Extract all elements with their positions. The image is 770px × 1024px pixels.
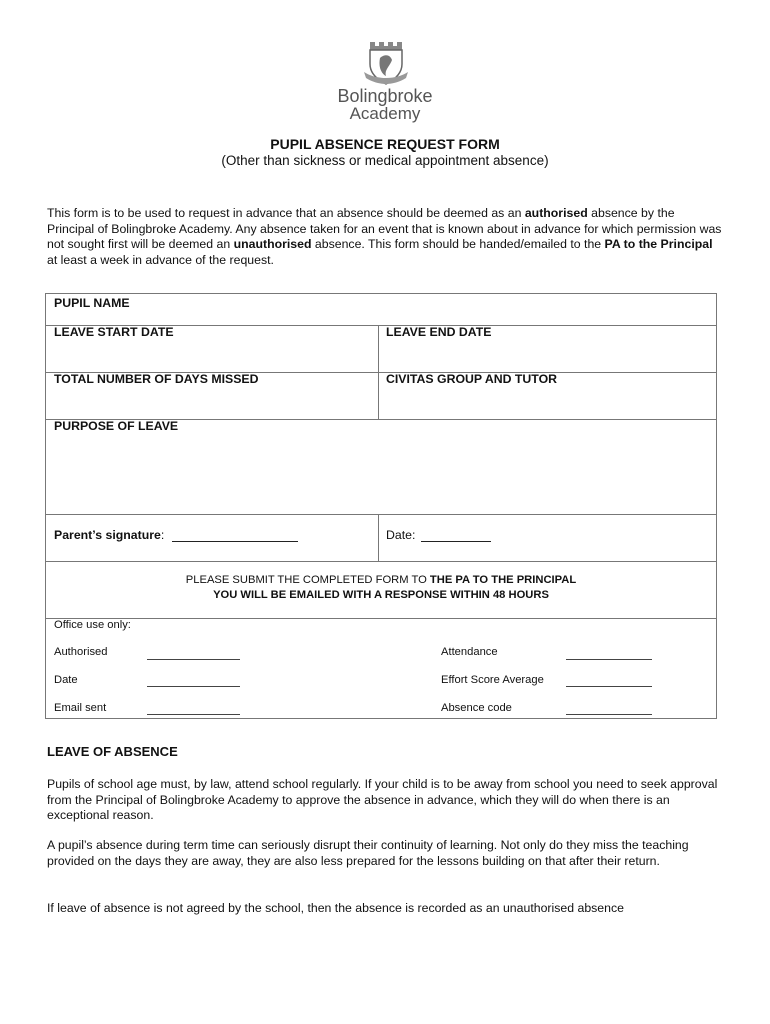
leave-paragraph-1: Pupils of school age must, by law, attend school regularly. If your child is to be away from school you need to seek approval from the Principal of Bolingbroke Academy to approve the absence in advance, which they will do when there is an exceptional reason. <box>47 777 718 822</box>
form-title: PUPIL ABSENCE REQUEST FORM <box>270 136 500 152</box>
parent-signature-line[interactable] <box>172 530 298 542</box>
absence-code-label: Absence code <box>441 702 512 714</box>
pupil-name-label: PUPIL NAME <box>54 296 130 310</box>
effort-score-line[interactable] <box>566 686 652 687</box>
authorised-label: Authorised <box>54 646 108 658</box>
absence-code-line[interactable] <box>566 714 652 715</box>
submit-notice-line2: YOU WILL BE EMAILED WITH A RESPONSE WITHIN 48 HOURS <box>213 589 549 601</box>
office-date-label: Date <box>54 674 78 686</box>
school-subname: Academy <box>349 104 421 123</box>
email-sent-line[interactable] <box>147 714 240 715</box>
leave-end-date-label: LEAVE END DATE <box>386 325 492 339</box>
signature-date-line[interactable] <box>421 530 491 542</box>
parent-signature-field[interactable]: Parent’s signature: <box>46 528 378 550</box>
submit-notice <box>46 573 716 603</box>
submit-notice-line1: PLEASE SUBMIT THE COMPLETED FORM TO THE PA TO THE PRINCIPAL <box>185 574 577 586</box>
leave-start-date-field[interactable] <box>46 325 378 372</box>
authorised-line[interactable] <box>147 659 240 660</box>
total-days-missed-label: TOTAL NUMBER OF DAYS MISSED <box>54 372 259 386</box>
parent-signature-label: Parent’s signature <box>54 528 161 542</box>
leave-start-date-label: LEAVE START DATE <box>54 325 174 339</box>
school-name: Bolingbroke <box>337 86 433 106</box>
office-date-line[interactable] <box>147 686 240 687</box>
civitas-group-tutor-field[interactable] <box>378 372 718 419</box>
intro-paragraph: This form is to be used to request in advance that an absence should be deemed as an authorised absence by the Principal of Bolingbroke Academy. Any absence taken for an event that is known about in advance for which permission was not sought first will be deemed an unauthorised absence. This form should be handed/emailed to the PA to the Principal at least a week in advance of the request. <box>47 206 722 267</box>
pupil-name-field[interactable] <box>46 294 716 325</box>
attendance-line[interactable] <box>566 659 652 660</box>
civitas-group-tutor-label: CIVITAS GROUP AND TUTOR <box>386 372 558 386</box>
leave-paragraph-3: If leave of absence is not agreed by the school, then the absence is recorded as an unauthorised absence <box>47 901 624 915</box>
leave-end-date-field[interactable] <box>378 325 718 372</box>
signature-date-label: Date: <box>386 528 416 542</box>
purpose-of-leave-field[interactable] <box>46 419 716 514</box>
school-crest-logo <box>362 38 410 88</box>
form-subtitle: (Other than sickness or medical appointment absence) <box>221 153 549 168</box>
office-use-heading: Office use only: <box>54 619 131 631</box>
purpose-of-leave-label: PURPOSE OF LEAVE <box>54 419 179 433</box>
email-sent-label: Email sent <box>54 702 107 714</box>
leave-paragraph-2: A pupil’s absence during term time can seriously disrupt their continuity of learning. Not only do they miss the teaching provided on the days they are away, they are also less prepared for the lessons building on that after their return. <box>47 838 689 868</box>
signature-date-field[interactable] <box>378 528 718 550</box>
attendance-label: Attendance <box>441 646 498 658</box>
absence-form-table <box>45 293 717 719</box>
leave-of-absence-heading: LEAVE OF ABSENCE <box>47 744 178 759</box>
total-days-missed-field[interactable] <box>46 372 378 419</box>
effort-score-label: Effort Score Average <box>441 674 544 686</box>
